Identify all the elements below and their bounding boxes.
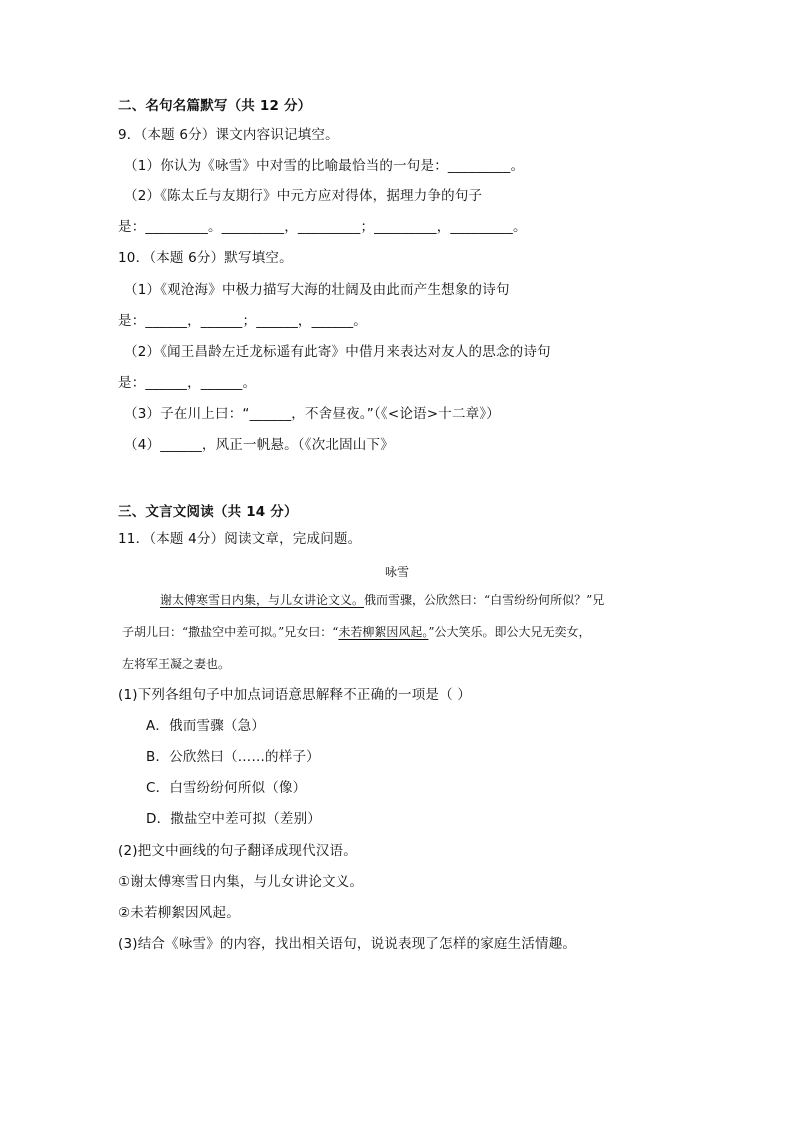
q11-sub2-item-2: ②未若柳絮因风起。 xyxy=(118,905,240,921)
q10-stem: 10．（本题 6分）默写填空。 xyxy=(118,250,293,266)
q11-sub3-stem: (3)结合《咏雪》的内容，找出相关语句，说说表现了怎样的家庭生活情趣。 xyxy=(118,936,577,952)
q11-sub1-stem: (1)下列各组句子中加点词语意思解释不正确的一项是（ ） xyxy=(118,687,472,703)
q10-part3: （3）子在川上曰：“______，不舍昼夜。”（《<论语>十二章》） xyxy=(124,406,500,422)
passage-line-2 xyxy=(122,624,591,640)
q9-stem: 9．（本题 6分）课文内容识记填空。 xyxy=(118,127,339,143)
passage-line-3: 左将军王凝之妻也。 xyxy=(122,657,231,671)
q11-option-a: A．俄而雪骤（急） xyxy=(146,718,266,734)
passage-line-2-post: ”公大笑乐。即公大兄无奕女， xyxy=(428,625,591,639)
passage-line-2-pre: 子胡儿曰：“撒盐空中差可拟。”兄女曰：“ xyxy=(122,625,339,639)
passage-line-1-rest: 俄而雪骤，公欣然曰：“白雪纷纷何所似？”兄 xyxy=(364,593,605,607)
q10-part2-line2: 是：______，______。 xyxy=(118,375,257,391)
q10-part4: （4）______，风正一帆悬。（《次北固山下》 xyxy=(124,437,394,453)
q9-part1: （1）你认为《咏雪》中对雪的比喻最恰当的一句是：_________。 xyxy=(124,158,525,174)
section3-heading: 三、文言文阅读（共 14 分） xyxy=(118,504,298,520)
q10-part1-line1: （1）《观沧海》中极力描写大海的壮阔及由此而产生想象的诗句 xyxy=(124,282,510,298)
passage-line-1 xyxy=(160,592,604,608)
q11-sub2-item-1: ①谢太傅寒雪日内集，与儿女讲论文义。 xyxy=(118,874,364,890)
q10-part1-line2: 是：______，______；______，______。 xyxy=(118,313,367,329)
q11-option-b: B．公欣然曰（……的样子） xyxy=(146,749,320,765)
q9-part2-line1: （2）《陈太丘与友期行》中元方应对得体，据理力争的句子 xyxy=(124,188,483,204)
q11-option-c: C．白雪纷纷何所似（像） xyxy=(146,780,307,796)
q9-part2-line2: 是：_________。_________，_________；_________，_________。 xyxy=(118,219,527,235)
passage-title: 咏雪 xyxy=(384,565,409,579)
passage-underlined-sentence-1: 谢太傅寒雪日内集，与儿女讲论文义。 xyxy=(160,593,365,607)
q11-option-d: D．撒盐空中差可拟（差别） xyxy=(146,811,321,827)
q11-sub2-stem: (2)把文中画线的句子翻译成现代汉语。 xyxy=(118,843,357,859)
section2-heading: 二、名句名篇默写（共 12 分） xyxy=(118,98,312,114)
q11-stem: 11．（本题 4分）阅读文章，完成问题。 xyxy=(118,531,362,547)
passage-underlined-sentence-2: 未若柳絮因风起。 xyxy=(338,625,429,639)
q10-part2-line1: （2）《闻王昌龄左迁龙标遥有此寄》中借月来表达对友人的思念的诗句 xyxy=(124,344,551,360)
